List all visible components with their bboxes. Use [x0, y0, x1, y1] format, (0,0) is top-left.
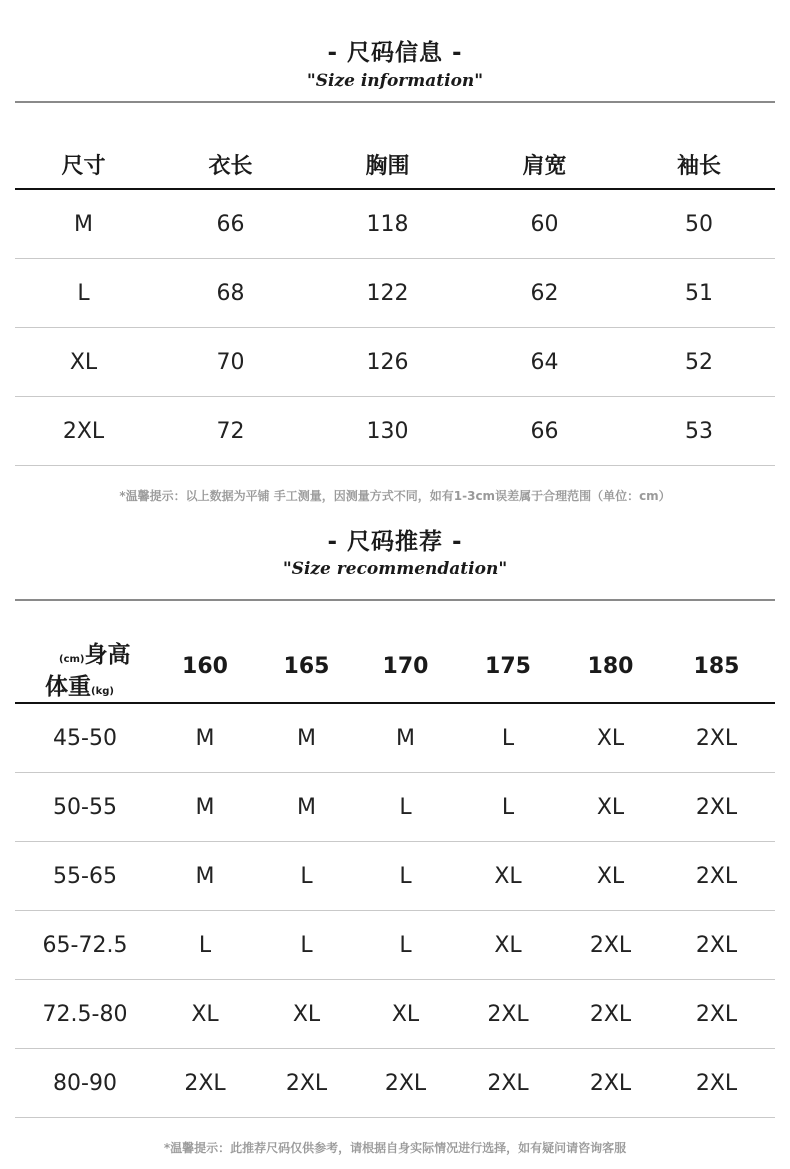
height-header: 170 [358, 630, 453, 703]
table-cell: 52 [623, 328, 775, 397]
table-cell: 51 [623, 259, 775, 328]
size-info-header-row [15, 140, 775, 189]
table-row [15, 259, 775, 328]
table-cell: 2XL [658, 1049, 775, 1118]
table-row [15, 980, 775, 1049]
size-info-subtitle: "Size information" [306, 71, 484, 91]
size-info-note: *温馨提示：以上数据为平铺 手工测量，因测量方式不同，如有1-3cm误差属于合理范围（单位：cm） [119, 489, 671, 503]
height-header: 160 [155, 630, 255, 703]
table-row [15, 842, 775, 911]
table-cell: 2XL [658, 703, 775, 773]
table-cell: 2XL [358, 1049, 453, 1118]
table-cell: 126 [309, 328, 466, 397]
size-rec-table [15, 630, 775, 1118]
size-rec-title: - 尺码推荐 - [327, 529, 463, 555]
size-rec-divider [15, 599, 775, 601]
table-cell: 2XL [563, 911, 658, 980]
table-cell: 66 [466, 397, 623, 466]
size-info-title: - 尺码信息 - [327, 40, 463, 66]
table-row [15, 773, 775, 842]
table-cell: L [358, 911, 453, 980]
table-cell: L [155, 911, 255, 980]
table-row [15, 1049, 775, 1118]
column-header: 衣长 [152, 140, 309, 189]
height-header: 175 [453, 630, 563, 703]
table-cell: L [358, 773, 453, 842]
weight-cell: 72.5-80 [15, 980, 155, 1049]
table-cell: XL [563, 842, 658, 911]
corner-header [15, 630, 155, 703]
table-cell: 130 [309, 397, 466, 466]
height-header: 180 [563, 630, 658, 703]
table-cell: L [358, 842, 453, 911]
table-cell: 64 [466, 328, 623, 397]
table-row [15, 189, 775, 259]
table-cell: 2XL [658, 980, 775, 1049]
table-cell: 53 [623, 397, 775, 466]
column-header: 尺寸 [15, 140, 152, 189]
table-cell: XL [358, 980, 453, 1049]
weight-cell: 65-72.5 [15, 911, 155, 980]
table-cell: XL [453, 911, 563, 980]
table-cell: L [255, 911, 358, 980]
column-header: 袖长 [623, 140, 775, 189]
table-cell: XL [15, 328, 152, 397]
table-row [15, 328, 775, 397]
weight-label: 体重(kg) [45, 674, 114, 700]
weight-cell: 45-50 [15, 703, 155, 773]
table-cell: 2XL [155, 1049, 255, 1118]
table-cell: 2XL [453, 1049, 563, 1118]
table-cell: M [255, 703, 358, 773]
size-rec-header-row [15, 630, 775, 703]
table-row [15, 397, 775, 466]
table-cell: XL [155, 980, 255, 1049]
table-cell: XL [563, 773, 658, 842]
height-header: 165 [255, 630, 358, 703]
size-info-divider [15, 101, 775, 103]
table-cell: M [358, 703, 453, 773]
table-cell: L [255, 842, 358, 911]
table-cell: 122 [309, 259, 466, 328]
table-cell: 2XL [658, 842, 775, 911]
table-row [15, 911, 775, 980]
table-cell: L [453, 773, 563, 842]
table-cell: 2XL [563, 980, 658, 1049]
table-row [15, 703, 775, 773]
table-cell: 2XL [453, 980, 563, 1049]
table-cell: XL [453, 842, 563, 911]
height-header: 185 [658, 630, 775, 703]
size-info-table [15, 140, 775, 466]
weight-cell: 50-55 [15, 773, 155, 842]
size-rec-subtitle: "Size recommendation" [282, 559, 508, 579]
table-cell: M [15, 189, 152, 259]
weight-cell: 55-65 [15, 842, 155, 911]
table-cell: 50 [623, 189, 775, 259]
table-cell: 2XL [563, 1049, 658, 1118]
table-cell: 70 [152, 328, 309, 397]
table-cell: 2XL [15, 397, 152, 466]
table-cell: M [155, 703, 255, 773]
table-cell: M [155, 773, 255, 842]
table-cell: 72 [152, 397, 309, 466]
table-cell: XL [255, 980, 358, 1049]
weight-unit: (kg) [91, 686, 114, 697]
table-cell: 60 [466, 189, 623, 259]
table-cell: 2XL [658, 911, 775, 980]
table-cell: XL [563, 703, 658, 773]
table-cell: M [155, 842, 255, 911]
size-rec-note: *温馨提示：此推荐尺码仅供参考，请根据自身实际情况进行选择，如有疑问请咨询客服 [163, 1141, 627, 1155]
table-cell: 66 [152, 189, 309, 259]
table-cell: 2XL [255, 1049, 358, 1118]
column-header: 胸围 [309, 140, 466, 189]
table-cell: 68 [152, 259, 309, 328]
table-cell: 2XL [658, 773, 775, 842]
table-cell: L [15, 259, 152, 328]
column-header: 肩宽 [466, 140, 623, 189]
height-unit: (cm) [59, 654, 85, 665]
table-cell: M [255, 773, 358, 842]
table-cell: L [453, 703, 563, 773]
weight-cell: 80-90 [15, 1049, 155, 1118]
table-cell: 118 [309, 189, 466, 259]
table-cell: 62 [466, 259, 623, 328]
height-label: (cm)身高 [59, 642, 131, 668]
